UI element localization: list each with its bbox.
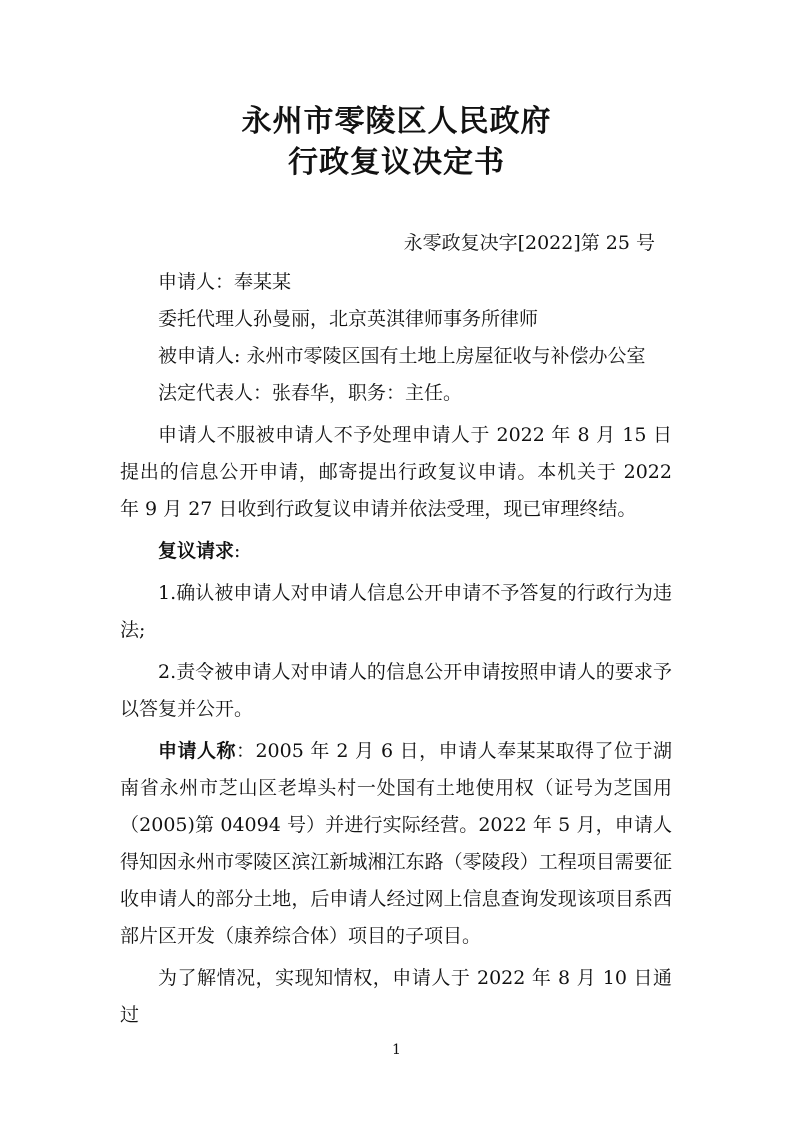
request-item-1: 1.确认被申请人对申请人信息公开申请不予答复的行政行为违法; [120, 582, 672, 641]
document-title-line-2: 行政复议决定书 [288, 145, 505, 180]
claim-heading: 申请人称 [158, 740, 236, 762]
claim-paragraph [120, 733, 672, 955]
page-number: 1 [392, 1042, 401, 1058]
document-number: 永零政复决字[2022]第 25 号 [403, 232, 655, 254]
document-title-line-1: 永州市零陵区人民政府 [241, 104, 552, 139]
claim-text: 2005 年 2 月 6 日，申请人奉某某取得了位于湖南省永州市芝山区老埠头村一处国有土地使用权（证号为芝国用（2005)第 04094 号）并进行实际经营。2022 年 5 月，申请人得知因永州市零陵区滨江新城湘江东路（零陵段）工程项目需要征收申请人的部分土地，后申请人经过网上信息查询发现该项目系西部片区开发（康养综合体）项目的子项目。 [120, 740, 672, 947]
requests-heading: 复议请求 [158, 540, 235, 562]
claim-heading-colon: ： [235, 740, 256, 762]
document-body [120, 264, 672, 1034]
respondent-line: 被申请人: 永州市零陵区国有土地上房屋征收与补偿办公室 [158, 345, 646, 367]
agent-line: 委托代理人孙曼丽，北京英淇律师事务所律师 [158, 308, 539, 330]
requests-heading-colon: : [234, 540, 241, 562]
request-item-2: 2.责令被申请人对申请人的信息公开申请按照申请人的要求予以答复并公开。 [120, 661, 672, 720]
requests-heading-line [120, 533, 672, 570]
last-paragraph: 为了解情况，实现知情权，申请人于 2022 年 8 月 10 日通过 [120, 967, 672, 1026]
legal-representative-line: 法定代表人：张春华，职务：主任。 [158, 382, 463, 404]
intro-paragraph: 申请人不服被申请人不予处理申请人于 2022 年 8 月 15 日提出的信息公开申请，邮寄提出行政复议申请。本机关于 2022 年 9 月 27 日收到行政复议申请并依法受理，现已审理终结。 [120, 424, 672, 520]
applicant-line: 申请人：奉某某 [158, 271, 292, 293]
